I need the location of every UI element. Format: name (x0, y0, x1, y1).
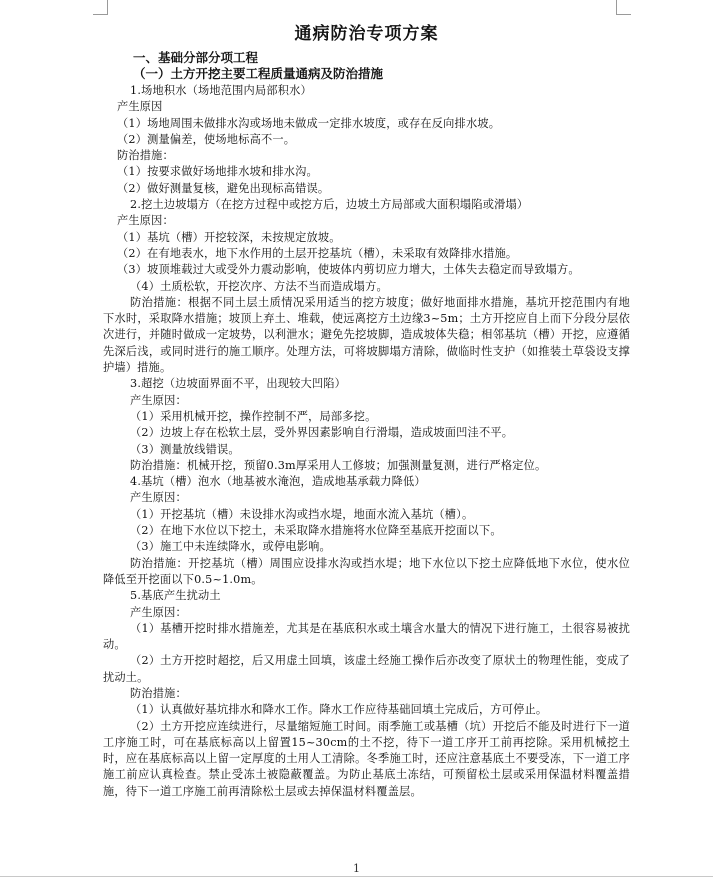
paragraph: 防治措施：开挖基坑（槽）周围应设排水沟或挡水堤；地下水位以下挖土应降低地下水位，使水位降低至开挖面以下0.5~1.0m。 (103, 556, 630, 586)
paragraph: （1）认真做好基坑排水和降水工作。降水工作应待基础回填土完成后，方可停止。 (130, 703, 548, 717)
paragraph: （1）开挖基坑（槽）未设排水沟或挡水堤，地面水流入基坑（槽）。 (130, 507, 474, 521)
paragraph: （3）施工中未连续降水，或停电影响。 (130, 540, 331, 554)
paragraph: （2）边坡上存在松软土层，受外界因素影响自行滑塌，造成坡面凹洼不平。 (130, 426, 514, 440)
paragraph: （2）做好测量复核，避免出现标高错误。 (117, 181, 330, 195)
paragraph: （1）基坑（槽）开挖较深，未按规定放坡。 (117, 230, 341, 244)
paragraph: （2）测量偏差，使场地标高不一。 (117, 132, 296, 146)
crop-mark-top-right (616, 0, 631, 15)
paragraph: （3）坡顶堆载过大或受外力震动影响，使坡体内剪切应力增大，土体失去稳定而导致塌方。 (117, 263, 580, 277)
paragraph: 防治措施： (130, 686, 187, 700)
paragraph: 产生原因： (117, 214, 174, 228)
paragraph: （3）测量放线错误。 (130, 442, 240, 456)
document-body (103, 22, 630, 800)
paragraph: 1.场地积水（场地范围内局部积水） (130, 84, 312, 97)
paragraph: （1）按要求做好场地排水坡和排水沟。 (117, 165, 318, 179)
paragraph: 5.基底产生扰动土 (130, 589, 221, 603)
paragraph: （2）在地下水位以下挖土，未采取降水措施将水位降至基底开挖面以下。 (130, 524, 502, 538)
paragraph: 3.超挖（边坡面界面不平，出现较大凹陷） (130, 377, 347, 391)
subsection-heading: （一）土方开挖主要工程质量通病及防治措施 (133, 66, 384, 81)
paragraph: （4）土质松软，开挖次序、方法不当而造成塌方。 (130, 279, 388, 293)
document-title: 通病防治专项方案 (294, 24, 439, 44)
paragraph: 产生原因 (117, 100, 163, 114)
paragraph-list (103, 83, 630, 800)
paragraph: （1）采用机械开挖，操作控制不严，局部多挖。 (130, 409, 377, 423)
paragraph: 产生原因： (130, 393, 187, 407)
paragraph: （2）土方开挖时超挖，后又用虚土回填，该虚土经施工操作后亦改变了原状土的物理性能，变成了扰动土。 (103, 654, 630, 684)
paragraph: 产生原因： (130, 605, 187, 619)
section-heading: 一、基础分部分项工程 (133, 50, 259, 65)
paragraph: （1）基槽开挖时排水措施差，尤其是在基底积水或土壤含水量大的情况下进行施工，土很容易被扰动。 (103, 621, 630, 652)
paragraph: 防治措施：机械开挖，预留0.3m厚采用人工修坡；加强测量复测，进行严格定位。 (130, 458, 547, 472)
paragraph: 防治措施： (117, 149, 174, 163)
paragraph: （2）在有地表水，地下水作用的土层开挖基坑（槽），未采取有效降排水措施。 (117, 246, 518, 260)
crop-mark-top-left (93, 0, 108, 15)
paragraph: （1）场地周围未做排水沟或场地未做成一定排水坡度，或存在反向排水坡。 (117, 116, 501, 130)
paragraph: 4.基坑（槽）泡水（地基被水淹泡，造成地基承载力降低） (130, 475, 426, 489)
paragraph: 防治措施：根据不同土层土质情况采用适当的挖方坡度；做好地面排水措施，基坑开挖范围内有地下水时，采取降水措施；坡顶上弃土、堆载，使远离挖方土边缘3~5m；土方开挖应自上而下分段分层依次进行，并随时做成一定坡势，以利泄水；避免先挖坡脚，造成坡体失稳；相邻基坑（槽）开挖，应遵循先深后浅，或同时进行的施工顺序。处理方法，可将坡脚塌方清除，做临时性支护（如推装土草袋设支撑护墙）措施。 (103, 295, 630, 375)
page-number: 1 (353, 862, 360, 875)
paragraph: 产生原因： (130, 491, 187, 505)
paragraph: 2.挖土边坡塌方（在挖方过程中或挖方后，边坡土方局部或大面积塌陷或滑塌） (130, 198, 529, 212)
paragraph: （2）土方开挖应连续进行，尽量缩短施工时间。雨季施工或基槽（坑）开挖后不能及时进行下一道工序施工时，可在基底标高以上留置15~30cm的土不挖，待下一道工序开工前再挖除。采用机械挖土时，应在基底标高以上留一定厚度的土用人工清除。冬季施工时，还应注意基底土不要受冻，下一道工序施工前应认真检查。禁止受冻土被隐蔽覆盖。为防止基底土冻结，可预留松土层或采用保温材料覆盖措施，待下一道工序施工前再清除松土层或去掉保温材料覆盖层。 (103, 719, 630, 798)
page-bottom-rule (0, 876, 713, 877)
